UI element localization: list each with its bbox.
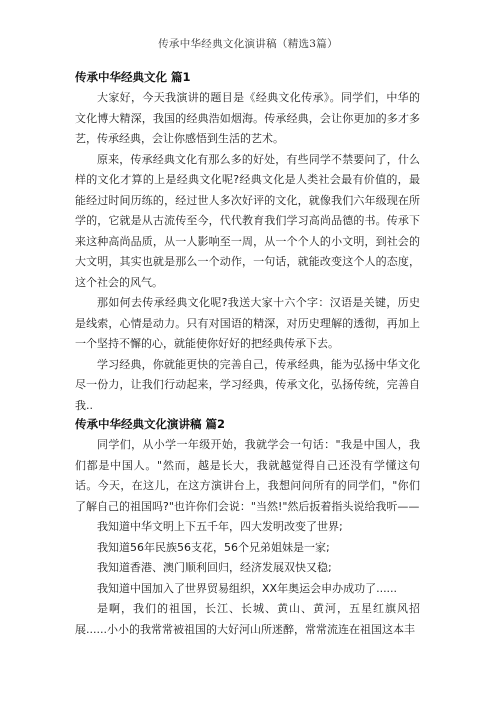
paragraph: 大家好，今天我演讲的题目是《经典文化传承》。同学们，中华的文化博大精深，我国的经典浩如烟海。传承经典，会让你更加的多才多艺，传承经典，会让你感悟到生活的艺术。 [75, 91, 420, 145]
paragraph: 那如何去传承经典文化呢?我送大家十六个字：汉语是关键，历史是线索，心情是动力。只有对国语的精深，对历史理解的透彻，再加上一个坚持不懈的心，就能使你好好的把经典传承下去。 [75, 296, 420, 350]
section-1 [0, 69, 496, 416]
paragraph: 是啊，我们的祖国，长江、长城、黄山、黄河，五星红旗风招展......小小的我常常被祖国的大好河山所迷醉，常常流连在祖国这本丰 [75, 602, 420, 636]
paragraph: 我知道香港、澳门顺利回归，经济发展双快又稳; [97, 561, 332, 574]
paragraph: 我知道中国加入了世界贸易组织，XX年奥运会申办成功了...... [97, 581, 398, 595]
paragraph: 原来，传承经典文化有那么多的好处，有些同学不禁要问了，什么样的文化才算的上是经典文化呢?经典文化是人类社会最有价值的，最能经过时间历练的，经过世人多次好评的文化，就像我们六年级现在所学的，它就是从古流传至今，代代教育我们学习高尚品德的书。传承下来这种高尚品质，从一人影响至一周，从一个个人的小文明，到社会的大文明，其实也就是那么一个动作，一句话，就能改变这个人的态度，这个社会的风气。 [75, 152, 420, 289]
document-title: 传承中华经典文化演讲稿（精选3篇） [158, 38, 338, 50]
paragraph: 我知道中华文明上下五千年，四大发明改变了世界; [97, 520, 343, 533]
paragraph: 同学们，从小学一年级开始，我就学会一句话："我是中国人，我们都是中国人。"然而，越是长大，我就越觉得自己还没有学懂这句话。今天，在这儿，在这方演讲台上，我想问问所有的同学们，"你们了解自己的祖国吗?"也许你们会说："当然!"然后扳着指头说给我听—— [75, 438, 420, 513]
section-2 [0, 416, 496, 640]
paragraph: 我知道56年民族56支花，56个兄弟姐妹是一家; [97, 540, 330, 554]
paragraph: 学习经典，你就能更快的完善自己，传承经典，能为弘扬中华文化尽一份力，让我们行动起来，学习经典，传承文化，弘扬传统，完善自我.. [75, 357, 420, 412]
section-heading: 传承中华经典文化演讲稿 篇2 [75, 417, 226, 431]
section-heading: 传承中华经典文化 篇1 [75, 70, 191, 84]
